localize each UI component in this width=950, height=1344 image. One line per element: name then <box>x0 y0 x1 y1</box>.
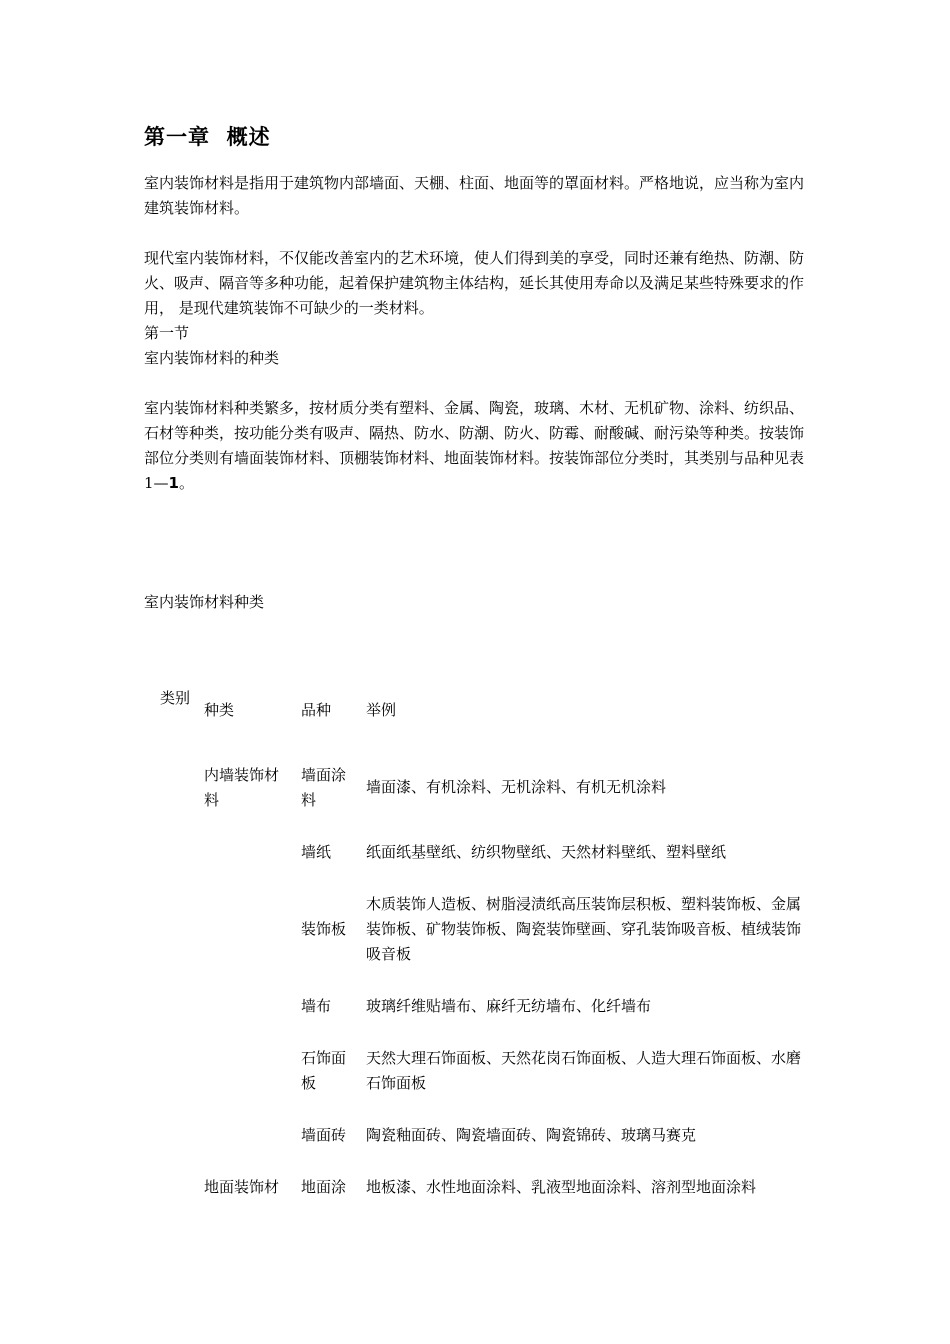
table-cell-kind: 内墙装饰材料 <box>204 766 280 809</box>
table-cell-example: 陶瓷釉面砖、陶瓷墙面砖、陶瓷锦砖、玻璃马赛克 <box>366 1126 697 1144</box>
table-cell-variety: 石饰面板 <box>301 1049 347 1092</box>
table-cell-variety: 地面涂 <box>301 1178 347 1196</box>
table-cell-variety: 墙布 <box>301 997 332 1015</box>
paragraph-end: 。 <box>178 474 194 492</box>
table-cell-example: 木质装饰人造板、树脂浸渍纸高压装饰层积板、塑料装饰板、金属装饰板、矿物装饰板、陶瓷装饰壁画、穿孔装饰吸音板、植绒装饰吸音板 <box>366 895 802 963</box>
section-label: 第一节 <box>144 324 190 342</box>
header-kind: 种类 <box>204 701 235 719</box>
chapter-title: 第一章 概述 <box>144 124 271 149</box>
table-caption: 室内装饰材料种类 <box>144 593 265 611</box>
paragraph-main-text: 室内装饰材料种类繁多，按材质分类有塑料、金属、陶瓷，玻璃、木材、无机矿物、涂料、纺织品、石材等种类，按功能分类有吸声、隔热、防水、防潮、防火、防霉、耐酸碱、耐污染等种类。按装饰部位分类则有墙面装饰材料、顶棚装饰材料、地面装饰材料。按装饰部位分类时，其类别与品种见表 1— <box>144 399 805 492</box>
table-cell-variety: 装饰板 <box>301 920 347 938</box>
table-cell-example: 玻璃纤维贴墙布、麻纤无纺墙布、化纤墙布 <box>366 997 652 1015</box>
table-cell-example: 纸面纸基壁纸、纺织物壁纸、天然材料壁纸、塑料壁纸 <box>366 843 727 861</box>
table-cell-example: 天然大理石饰面板、天然花岗石饰面板、人造大理石饰面板、水磨石饰面板 <box>366 1049 802 1092</box>
header-category: 类别 <box>160 689 191 707</box>
table-cell-variety: 墙面砖 <box>301 1126 347 1144</box>
header-example: 举例 <box>366 701 397 719</box>
table-cell-example: 地板漆、水性地面涂料、乳液型地面涂料、溶剂型地面涂料 <box>366 1178 757 1196</box>
paragraph-text: 现代室内装饰材料，不仅能改善室内的艺术环境，使人们得到美的享受，同时还兼有绝热、防潮、防火、吸声、隔音等多种功能，起着保护建筑物主体结构，延长其使用寿命以及满足某些特殊要求的作用， 是现代建筑装饰不可缺少的一类材料。 <box>144 249 805 317</box>
table-cell-kind: 地面装饰材 <box>204 1178 280 1196</box>
table-number: 1 <box>168 474 179 492</box>
table-cell-example: 墙面漆、有机涂料、无机涂料、有机无机涂料 <box>366 778 667 796</box>
section-title: 室内装饰材料的种类 <box>144 349 280 367</box>
paragraph-text: 室内装饰材料是指用于建筑物内部墙面、天棚、柱面、地面等的罩面材料。严格地说，应当称为室内建筑装饰材料。 <box>144 174 805 217</box>
table-cell-variety: 墙纸 <box>301 843 332 861</box>
table-cell-variety: 墙面涂料 <box>301 766 347 809</box>
header-variety: 品种 <box>301 701 332 719</box>
